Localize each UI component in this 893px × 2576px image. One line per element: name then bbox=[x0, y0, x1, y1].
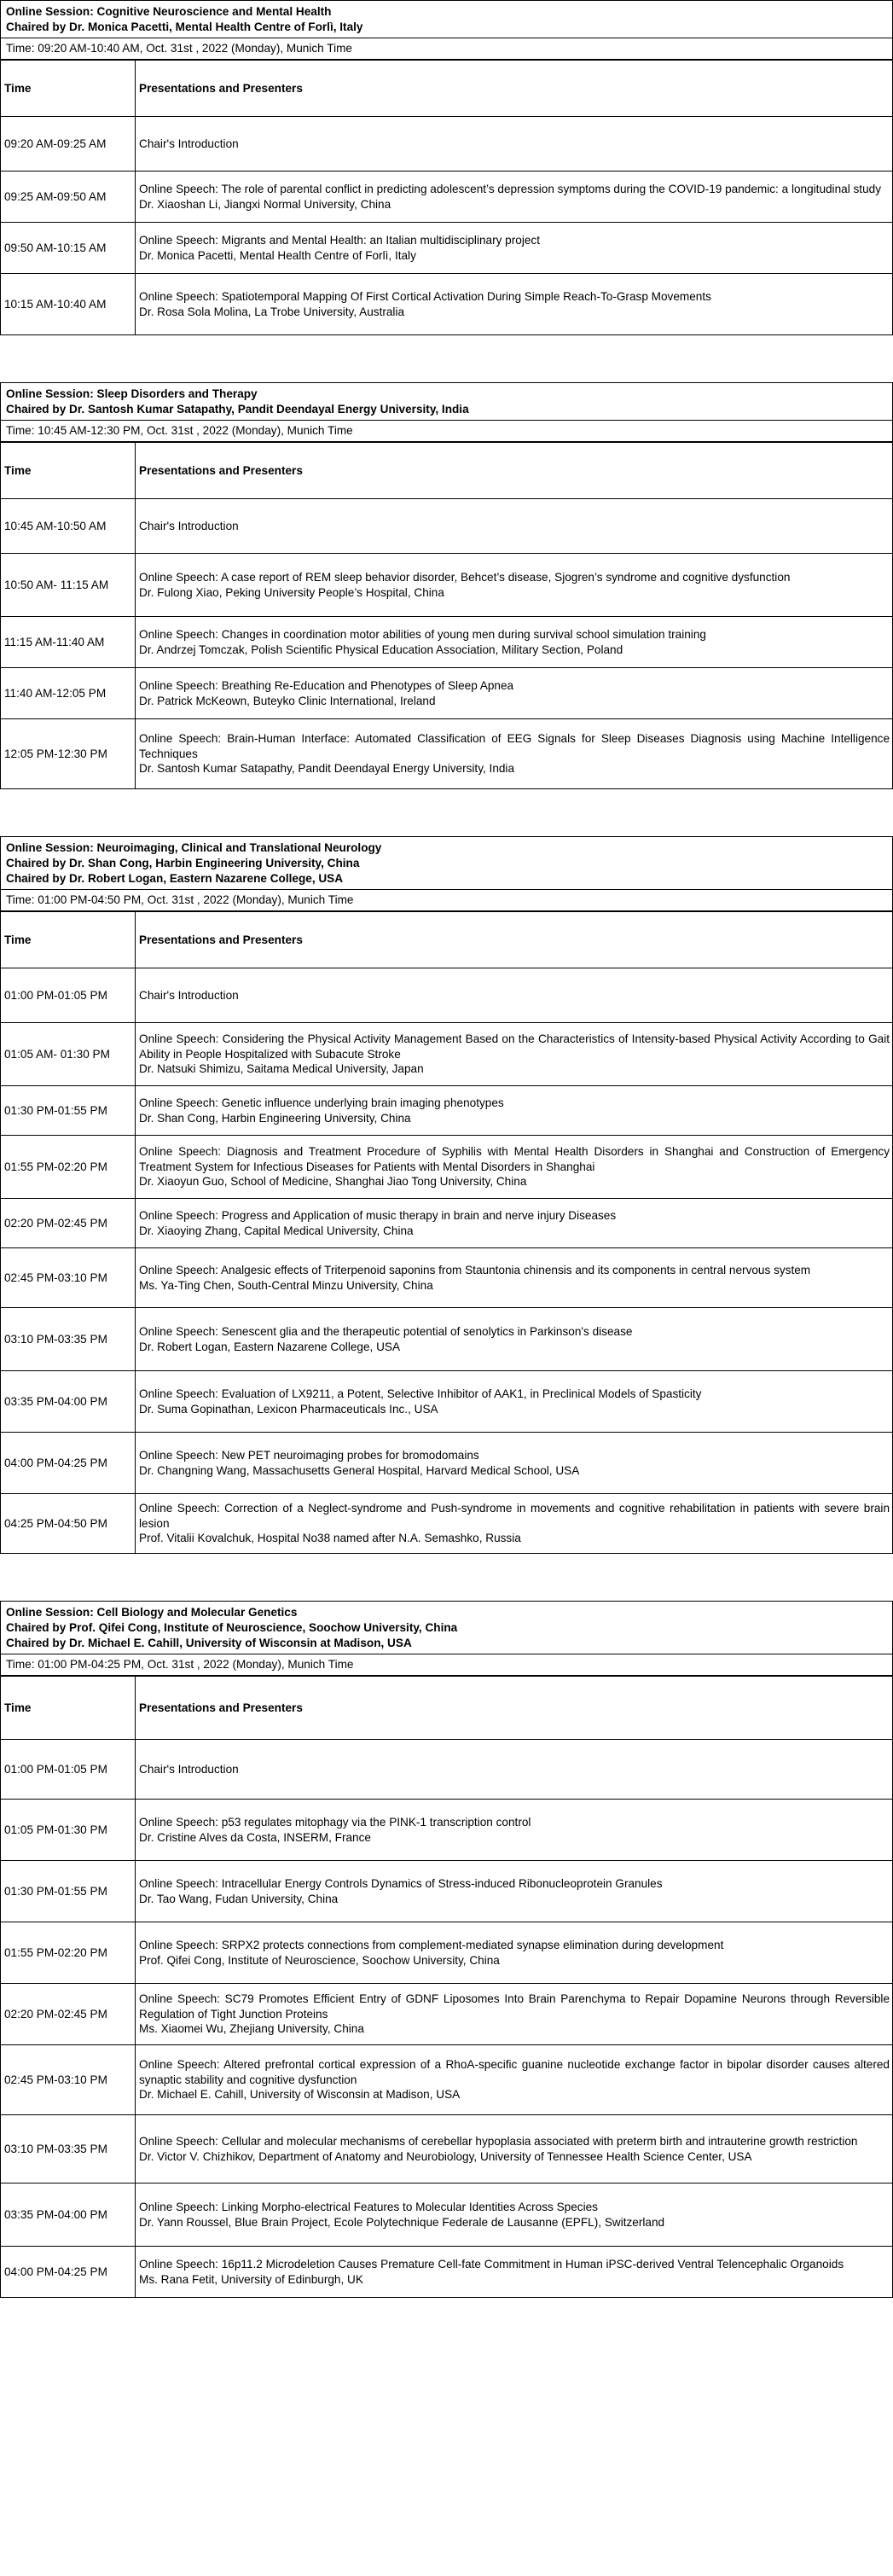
presenter: Dr. Natsuki Shimizu, Saitama Medical University, Japan bbox=[139, 1062, 424, 1076]
session-chair: Chaired by Dr. Robert Logan, Eastern Nazarene College, USA bbox=[6, 872, 344, 885]
talk-title: Online Speech: Diagnosis and Treatment Procedure of Syphilis with Mental Health Disorders in Shanghai and Construction of Emergency Treatment System for Infectious Diseases for Patients with Mental Disorders in Shanghai bbox=[139, 1144, 890, 1173]
time-slot: 04:25 PM-04:50 PM bbox=[1, 1494, 136, 1554]
talk-title: Online Speech: Changes in coordination motor abilities of young men during survival school simulation training bbox=[139, 627, 706, 641]
table-header-row bbox=[1, 912, 893, 968]
time-slot: 10:15 AM-10:40 AM bbox=[1, 274, 136, 335]
presentation-cell bbox=[136, 2183, 893, 2247]
talk-title: Online Speech: Genetic influence underlying brain imaging phenotypes bbox=[139, 1096, 504, 1109]
session-spacer bbox=[0, 789, 893, 836]
presentation-cell bbox=[136, 172, 893, 223]
presentation-cell bbox=[136, 1308, 893, 1371]
presenter: Dr. Rosa Sola Molina, La Trobe University, Australia bbox=[139, 305, 405, 318]
table-row bbox=[1, 968, 893, 1023]
talk-title: Online Speech: Analgesic effects of Triterpenoid saponins from Stauntonia chinensis and its components in central nervous system bbox=[139, 1263, 811, 1276]
presentation-cell bbox=[136, 1371, 893, 1433]
column-header-time: Time bbox=[1, 443, 136, 499]
talk-title: Online Speech: 16p11.2 Microdeletion Causes Premature Cell-fate Commitment in Human iPSC-derived Ventral Telencephalic Organoids bbox=[139, 2257, 844, 2271]
presentation-cell bbox=[136, 968, 893, 1023]
table-row bbox=[1, 1984, 893, 2045]
presentation-cell bbox=[136, 1861, 893, 1922]
time-slot: 01:30 PM-01:55 PM bbox=[1, 1861, 136, 1922]
time-slot: 03:35 PM-04:00 PM bbox=[1, 1371, 136, 1433]
presentation-cell bbox=[136, 1136, 893, 1199]
talk-title: Online Speech: Evaluation of LX9211, a Potent, Selective Inhibitor of AAK1, in Preclinical Models of Spasticity bbox=[139, 1387, 702, 1400]
column-header-presentations: Presentations and Presenters bbox=[136, 443, 893, 499]
table-row bbox=[1, 2183, 893, 2247]
column-header-presentations: Presentations and Presenters bbox=[136, 1677, 893, 1740]
table-row bbox=[1, 172, 893, 223]
session-chair: Chaired by Dr. Monica Pacetti, Mental Health Centre of Forlì, Italy bbox=[6, 20, 363, 33]
time-slot: 01:00 PM-01:05 PM bbox=[1, 1740, 136, 1800]
talk-title: Online Speech: Linking Morpho-electrical Features to Molecular Identities Across Species bbox=[139, 2200, 598, 2213]
table-row bbox=[1, 499, 893, 554]
session-title: Online Session: Neuroimaging, Clinical and Translational Neurology bbox=[6, 841, 382, 854]
talk-title: Online Speech: Considering the Physical Activity Management Based on the Characteristics of Intensity-based Physical Activity According to Gait Ability in People Hospitalized with Subacute Stroke bbox=[139, 1032, 890, 1061]
time-slot: 11:40 AM-12:05 PM bbox=[1, 668, 136, 719]
session-time: Time: 01:00 PM-04:25 PM, Oct. 31st , 2022 (Monday), Munich Time bbox=[0, 1654, 893, 1676]
presenter: Dr. Santosh Kumar Satapathy, Pandit Deendayal Energy University, India bbox=[139, 762, 515, 776]
time-slot: 04:00 PM-04:25 PM bbox=[1, 1433, 136, 1494]
column-header-presentations: Presentations and Presenters bbox=[136, 912, 893, 968]
time-slot: 10:50 AM- 11:15 AM bbox=[1, 554, 136, 617]
talk-title: Chair's Introduction bbox=[139, 137, 239, 150]
session-title: Online Session: Cell Biology and Molecular Genetics bbox=[6, 1606, 298, 1619]
table-row bbox=[1, 117, 893, 172]
presentation-cell bbox=[136, 2247, 893, 2298]
presenter: Dr. Victor V. Chizhikov, Department of Anatomy and Neurobiology, University of Tennessee Health Science Center, USA bbox=[139, 2149, 752, 2163]
talk-title: Online Speech: A case report of REM sleep behavior disorder, Behcet’s disease, Sjogren’s syndrome and cognitive dysfunction bbox=[139, 570, 791, 584]
session-title: Online Session: Cognitive Neuroscience and Mental Health bbox=[6, 5, 332, 18]
session-block bbox=[0, 1601, 893, 2298]
session-block bbox=[0, 836, 893, 1554]
session-spacer bbox=[0, 335, 893, 382]
time-slot: 03:10 PM-03:35 PM bbox=[1, 1308, 136, 1371]
presentation-cell bbox=[136, 1086, 893, 1136]
time-slot: 01:05 AM- 01:30 PM bbox=[1, 1023, 136, 1086]
time-slot: 01:05 PM-01:30 PM bbox=[1, 1800, 136, 1861]
talk-title: Chair's Introduction bbox=[139, 1762, 239, 1776]
table-row bbox=[1, 1494, 893, 1554]
schedule-table bbox=[0, 1676, 893, 2298]
time-slot: 09:50 AM-10:15 AM bbox=[1, 223, 136, 274]
talk-title: Chair's Introduction bbox=[139, 519, 239, 532]
presenter: Dr. Robert Logan, Eastern Nazarene College, USA bbox=[139, 1340, 401, 1353]
table-row bbox=[1, 2045, 893, 2115]
presentation-cell bbox=[136, 117, 893, 172]
session-spacer bbox=[0, 1554, 893, 1601]
table-row bbox=[1, 1308, 893, 1371]
presentation-cell bbox=[136, 1494, 893, 1554]
presenter: Dr. Changning Wang, Massachusetts General Hospital, Harvard Medical School, USA bbox=[139, 1463, 580, 1477]
presenter: Dr. Michael E. Cahill, University of Wisconsin at Madison, USA bbox=[139, 2088, 461, 2102]
presenter: Dr. Shan Cong, Harbin Engineering University, China bbox=[139, 1111, 411, 1125]
presenter: Dr. Patrick McKeown, Buteyko Clinic International, Ireland bbox=[139, 694, 436, 707]
table-row bbox=[1, 223, 893, 274]
table-row bbox=[1, 1371, 893, 1433]
session-chair: Chaired by Prof. Qifei Cong, Institute of Neuroscience, Soochow University, China bbox=[6, 1621, 458, 1634]
schedule-table bbox=[0, 60, 893, 335]
presentation-cell bbox=[136, 1922, 893, 1984]
session-block bbox=[0, 382, 893, 789]
talk-title: Online Speech: Migrants and Mental Health: an Italian multidisciplinary project bbox=[139, 233, 540, 247]
time-slot: 09:25 AM-09:50 AM bbox=[1, 172, 136, 223]
talk-title: Online Speech: Intracellular Energy Controls Dynamics of Stress-induced Ribonucleoprotein Granules bbox=[139, 1876, 663, 1890]
presenter: Dr. Xiaoshan Li, Jiangxi Normal University, China bbox=[139, 197, 391, 211]
column-header-time: Time bbox=[1, 61, 136, 117]
presenter: Dr. Fulong Xiao, Peking University People’s Hospital, China bbox=[139, 585, 444, 599]
talk-title: Online Speech: Spatiotemporal Mapping Of First Cortical Activation During Simple Reach-To-Grasp Movements bbox=[139, 289, 711, 303]
time-slot: 01:00 PM-01:05 PM bbox=[1, 968, 136, 1023]
session-chair: Chaired by Dr. Shan Cong, Harbin Engineering University, China bbox=[6, 857, 360, 869]
presenter: Dr. Xiaoyun Guo, School of Medicine, Shanghai Jiao Tong University, China bbox=[139, 1175, 527, 1189]
table-row bbox=[1, 1136, 893, 1199]
presenter: Ms. Xiaomei Wu, Zhejiang University, China bbox=[139, 2022, 364, 2036]
presentation-cell bbox=[136, 719, 893, 789]
table-row bbox=[1, 719, 893, 789]
table-row bbox=[1, 1861, 893, 1922]
table-row bbox=[1, 668, 893, 719]
time-slot: 02:45 PM-03:10 PM bbox=[1, 2045, 136, 2115]
talk-title: Online Speech: SRPX2 protects connections from complement-mediated synapse elimination during development bbox=[139, 1938, 724, 1951]
session-chair: Chaired by Dr. Santosh Kumar Satapathy, Pandit Deendayal Energy University, India bbox=[6, 403, 469, 416]
time-slot: 12:05 PM-12:30 PM bbox=[1, 719, 136, 789]
column-header-time: Time bbox=[1, 912, 136, 968]
session-chair: Chaired by Dr. Michael E. Cahill, University of Wisconsin at Madison, USA bbox=[6, 1637, 412, 1649]
time-slot: 03:10 PM-03:35 PM bbox=[1, 2115, 136, 2183]
presenter: Dr. Andrzej Tomczak, Polish Scientific Physical Education Association, Military Section, Poland bbox=[139, 643, 623, 656]
column-header-presentations: Presentations and Presenters bbox=[136, 61, 893, 117]
session-header bbox=[0, 382, 893, 420]
session-time: Time: 10:45 AM-12:30 PM, Oct. 31st , 2022 (Monday), Munich Time bbox=[0, 420, 893, 442]
time-slot: 04:00 PM-04:25 PM bbox=[1, 2247, 136, 2298]
time-slot: 10:45 AM-10:50 AM bbox=[1, 499, 136, 554]
time-slot: 03:35 PM-04:00 PM bbox=[1, 2183, 136, 2247]
table-row bbox=[1, 2115, 893, 2183]
presenter: Ms. Rana Fetit, University of Edinburgh, UK bbox=[139, 2272, 363, 2286]
talk-title: Chair's Introduction bbox=[139, 988, 239, 1002]
table-row bbox=[1, 1248, 893, 1308]
presentation-cell bbox=[136, 1740, 893, 1800]
presentation-cell bbox=[136, 274, 893, 335]
presenter: Prof. Vitalii Kovalchuk, Hospital No38 named after N.A. Semashko, Russia bbox=[139, 1532, 521, 1545]
time-slot: 01:55 PM-02:20 PM bbox=[1, 1922, 136, 1984]
table-row bbox=[1, 1922, 893, 1984]
presenter: Dr. Xiaoying Zhang, Capital Medical University, China bbox=[139, 1224, 414, 1237]
table-row bbox=[1, 2247, 893, 2298]
presentation-cell bbox=[136, 499, 893, 554]
presentation-cell bbox=[136, 2045, 893, 2115]
session-time: Time: 09:20 AM-10:40 AM, Oct. 31st , 2022 (Monday), Munich Time bbox=[0, 38, 893, 60]
presentation-cell bbox=[136, 1984, 893, 2045]
time-slot: 02:20 PM-02:45 PM bbox=[1, 1984, 136, 2045]
presenter: Prof. Qifei Cong, Institute of Neuroscience, Soochow University, China bbox=[139, 1953, 500, 1967]
table-row bbox=[1, 1740, 893, 1800]
table-row bbox=[1, 1433, 893, 1494]
table-row bbox=[1, 1800, 893, 1861]
column-header-time: Time bbox=[1, 1677, 136, 1740]
presenter: Dr. Yann Roussel, Blue Brain Project, Ecole Polytechnique Federale de Lausanne (EPFL), Switzerland bbox=[139, 2215, 665, 2229]
time-slot: 01:30 PM-01:55 PM bbox=[1, 1086, 136, 1136]
time-slot: 09:20 AM-09:25 AM bbox=[1, 117, 136, 172]
presentation-cell bbox=[136, 617, 893, 668]
session-header bbox=[0, 0, 893, 38]
session-time: Time: 01:00 PM-04:50 PM, Oct. 31st , 2022 (Monday), Munich Time bbox=[0, 889, 893, 911]
presenter: Ms. Ya-Ting Chen, South-Central Minzu University, China bbox=[139, 1278, 433, 1292]
presentation-cell bbox=[136, 1023, 893, 1086]
table-row bbox=[1, 1086, 893, 1136]
table-row bbox=[1, 554, 893, 617]
talk-title: Online Speech: Progress and Application of music therapy in brain and nerve injury Diseases bbox=[139, 1208, 617, 1222]
time-slot: 02:45 PM-03:10 PM bbox=[1, 1248, 136, 1308]
table-row bbox=[1, 617, 893, 668]
talk-title: Online Speech: New PET neuroimaging probes for bromodomains bbox=[139, 1448, 479, 1462]
table-header-row bbox=[1, 1677, 893, 1740]
table-row bbox=[1, 1023, 893, 1086]
presentation-cell bbox=[136, 1433, 893, 1494]
schedule-table bbox=[0, 442, 893, 789]
session-block bbox=[0, 0, 893, 335]
schedule-table bbox=[0, 911, 893, 1554]
presentation-cell bbox=[136, 668, 893, 719]
talk-title: Online Speech: Breathing Re-Education and Phenotypes of Sleep Apnea bbox=[139, 678, 514, 692]
session-header bbox=[0, 1601, 893, 1654]
presenter: Dr. Tao Wang, Fudan University, China bbox=[139, 1892, 339, 1905]
presenter: Dr. Monica Pacetti, Mental Health Centre of Forlì, Italy bbox=[139, 248, 416, 262]
table-header-row bbox=[1, 61, 893, 117]
presentation-cell bbox=[136, 2115, 893, 2183]
time-slot: 01:55 PM-02:20 PM bbox=[1, 1136, 136, 1199]
presentation-cell bbox=[136, 1248, 893, 1308]
presenter: Dr. Cristine Alves da Costa, INSERM, France bbox=[139, 1830, 371, 1844]
talk-title: Online Speech: Brain-Human Interface: Automated Classification of EEG Signals for Sleep Diseases Diagnosis using Machine Intelligence Techniques bbox=[139, 731, 890, 760]
talk-title: Online Speech: p53 regulates mitophagy via the PINK-1 transcription control bbox=[139, 1815, 531, 1829]
talk-title: Online Speech: The role of parental conflict in predicting adolescent’s depression symptoms during the COVID-19 pandemic: a longitudinal study bbox=[139, 182, 881, 195]
session-title: Online Session: Sleep Disorders and Therapy bbox=[6, 387, 258, 400]
table-header-row bbox=[1, 443, 893, 499]
talk-title: Online Speech: Correction of a Neglect-syndrome and Push-syndrome in movements and cognitive rehabilitation in patients with severe brain lesion bbox=[139, 1501, 890, 1530]
presenter: Dr. Suma Gopinathan, Lexicon Pharmaceuticals Inc., USA bbox=[139, 1402, 438, 1416]
talk-title: Online Speech: SC79 Promotes Efficient Entry of GDNF Liposomes Into Brain Parenchyma to Repair Dopamine Neurons through Reversible Regulation of Tight Junction Proteins bbox=[139, 1992, 890, 2021]
presentation-cell bbox=[136, 554, 893, 617]
presentation-cell bbox=[136, 1800, 893, 1861]
table-row bbox=[1, 274, 893, 335]
presentation-cell bbox=[136, 1199, 893, 1248]
session-header bbox=[0, 836, 893, 889]
talk-title: Online Speech: Cellular and molecular mechanisms of cerebellar hypoplasia associated with preterm birth and intrauterine growth restriction bbox=[139, 2134, 858, 2148]
talk-title: Online Speech: Senescent glia and the therapeutic potential of senolytics in Parkinson's disease bbox=[139, 1324, 633, 1338]
time-slot: 02:20 PM-02:45 PM bbox=[1, 1199, 136, 1248]
table-row bbox=[1, 1199, 893, 1248]
presentation-cell bbox=[136, 223, 893, 274]
talk-title: Online Speech: Altered prefrontal cortical expression of a RhoA-specific guanine nucleotide exchange factor in bipolar disorder causes altered synaptic stability and cognitive dysfunction bbox=[139, 2057, 890, 2086]
time-slot: 11:15 AM-11:40 AM bbox=[1, 617, 136, 668]
